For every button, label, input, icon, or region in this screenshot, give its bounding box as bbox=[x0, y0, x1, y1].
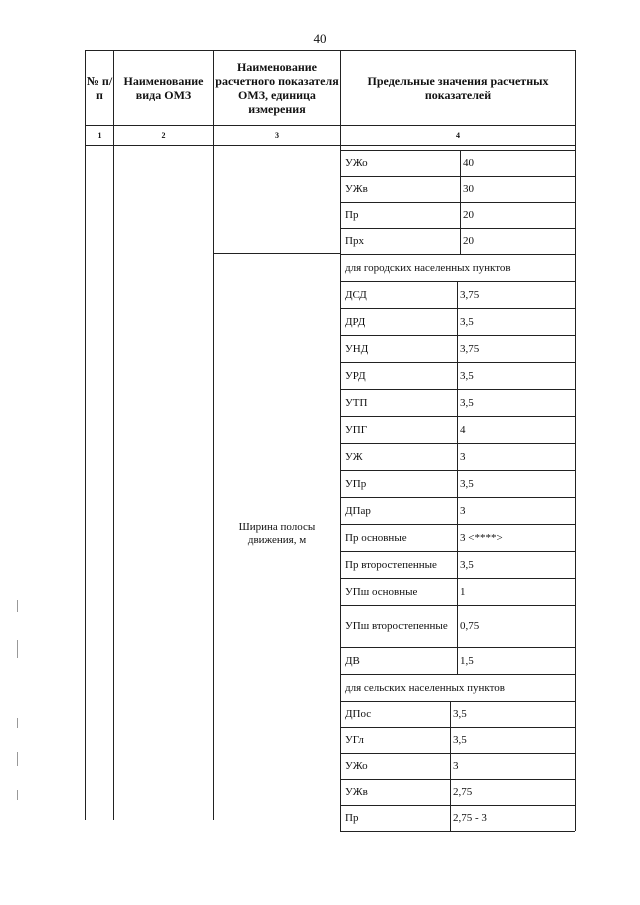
column-number-3: 3 bbox=[275, 131, 279, 140]
table-rule bbox=[457, 497, 458, 524]
urban-heading: для городских населенных пунктов bbox=[345, 261, 511, 274]
urban-row-label: ДПар bbox=[345, 504, 371, 517]
header-number: № п/п bbox=[86, 74, 113, 102]
scan-mark bbox=[17, 600, 18, 612]
table-rule bbox=[457, 551, 458, 578]
top-row-value: 30 bbox=[463, 183, 474, 195]
column-number-4: 4 bbox=[456, 131, 460, 140]
top-row-value: 40 bbox=[463, 157, 474, 169]
table-rule bbox=[457, 335, 458, 362]
column-number-1: 1 bbox=[97, 131, 102, 140]
urban-row-label: УПш основные bbox=[345, 585, 418, 598]
urban-row-value: 3,5 bbox=[460, 315, 474, 328]
table-rule bbox=[460, 176, 461, 202]
urban-row-label: УПш второстепенные bbox=[345, 620, 448, 632]
top-row-label: УЖв bbox=[345, 183, 368, 195]
urban-row-value: 3,5 bbox=[460, 369, 474, 382]
urban-row-value: 4 bbox=[460, 423, 466, 436]
table-rule bbox=[457, 578, 458, 605]
rural-row-value: 3 bbox=[453, 760, 459, 772]
urban-row-label: ДРД bbox=[345, 315, 366, 328]
urban-row-label: УЖ bbox=[345, 450, 363, 463]
rural-row-label: Пр bbox=[345, 812, 359, 824]
scan-mark bbox=[17, 718, 18, 728]
table-rule bbox=[460, 228, 461, 254]
table-rule bbox=[457, 308, 458, 335]
rural-row-label: УЖо bbox=[345, 760, 368, 772]
table-rule bbox=[450, 727, 451, 753]
urban-row-value: 3,5 bbox=[460, 477, 474, 490]
table-rule bbox=[450, 753, 451, 779]
indicator-name: Ширина полосы движения, м bbox=[238, 521, 316, 546]
header-indicator: Наименование расчетного показателя ОМЗ, единица измерения bbox=[215, 60, 339, 116]
header-omz-type: Наименование вида ОМЗ bbox=[123, 74, 204, 102]
table-rule bbox=[457, 647, 458, 674]
urban-row-value: 3 bbox=[460, 504, 466, 517]
table-rule bbox=[457, 524, 458, 551]
table-rule bbox=[575, 150, 576, 831]
urban-row-value: 0,75 bbox=[460, 620, 480, 632]
urban-row-value: 1 bbox=[460, 585, 466, 598]
top-row-value: 20 bbox=[463, 235, 474, 247]
table-rule bbox=[457, 443, 458, 470]
table-rule bbox=[457, 470, 458, 497]
table-rule bbox=[457, 416, 458, 443]
rural-row-label: УЖв bbox=[345, 786, 368, 798]
table-rule bbox=[457, 389, 458, 416]
urban-row-value: 3,5 bbox=[460, 396, 474, 409]
urban-row-label: УПГ bbox=[345, 423, 368, 436]
top-row-label: Пр bbox=[345, 209, 359, 221]
urban-row-label: ДВ bbox=[345, 654, 360, 667]
urban-row-value: 3 bbox=[460, 450, 466, 463]
urban-row-label: УРД bbox=[345, 369, 366, 382]
urban-row-value: 3,75 bbox=[460, 342, 480, 355]
scan-mark bbox=[17, 790, 18, 800]
rural-row-value: 3,5 bbox=[453, 708, 467, 720]
column-number-2: 2 bbox=[161, 131, 166, 140]
rural-heading: для сельских населенных пунктов bbox=[345, 681, 505, 694]
urban-row-value: 3,5 bbox=[460, 558, 474, 571]
table-rule bbox=[450, 701, 451, 727]
table-rule bbox=[457, 281, 458, 308]
top-row-value: 20 bbox=[463, 209, 474, 221]
urban-row-label: УНД bbox=[345, 342, 369, 355]
rural-row-label: УГл bbox=[345, 734, 364, 746]
urban-row-label: УТП bbox=[345, 396, 368, 409]
rural-row-value: 3,5 bbox=[453, 734, 467, 746]
table-rule bbox=[450, 805, 451, 831]
urban-row-value: 1,5 bbox=[460, 654, 474, 667]
table-rule bbox=[457, 605, 458, 647]
scan-mark bbox=[17, 640, 18, 658]
page-number: 40 bbox=[313, 31, 327, 46]
table-rule bbox=[340, 831, 575, 832]
table-rule bbox=[450, 779, 451, 805]
urban-row-value: 3 <****> bbox=[460, 531, 503, 544]
table-rule bbox=[460, 150, 461, 176]
rural-row-value: 2,75 - 3 bbox=[453, 812, 487, 824]
table-rule bbox=[457, 362, 458, 389]
urban-row-label: Пр основные bbox=[345, 531, 407, 544]
top-row-label: Прх bbox=[345, 235, 364, 247]
urban-row-label: ДСД bbox=[345, 288, 367, 301]
rural-row-value: 2,75 bbox=[453, 786, 473, 798]
table-rule bbox=[460, 202, 461, 228]
urban-row-label: УПр bbox=[345, 477, 367, 490]
top-row-label: УЖо bbox=[345, 157, 368, 169]
table-rule bbox=[340, 150, 341, 831]
header-limit-values: Предельные значения расчетных показателей bbox=[367, 74, 549, 102]
urban-row-label: Пр второстепенные bbox=[345, 558, 437, 571]
scan-mark bbox=[17, 752, 18, 766]
urban-row-value: 3,75 bbox=[460, 288, 480, 301]
rural-row-label: ДПос bbox=[345, 708, 372, 720]
